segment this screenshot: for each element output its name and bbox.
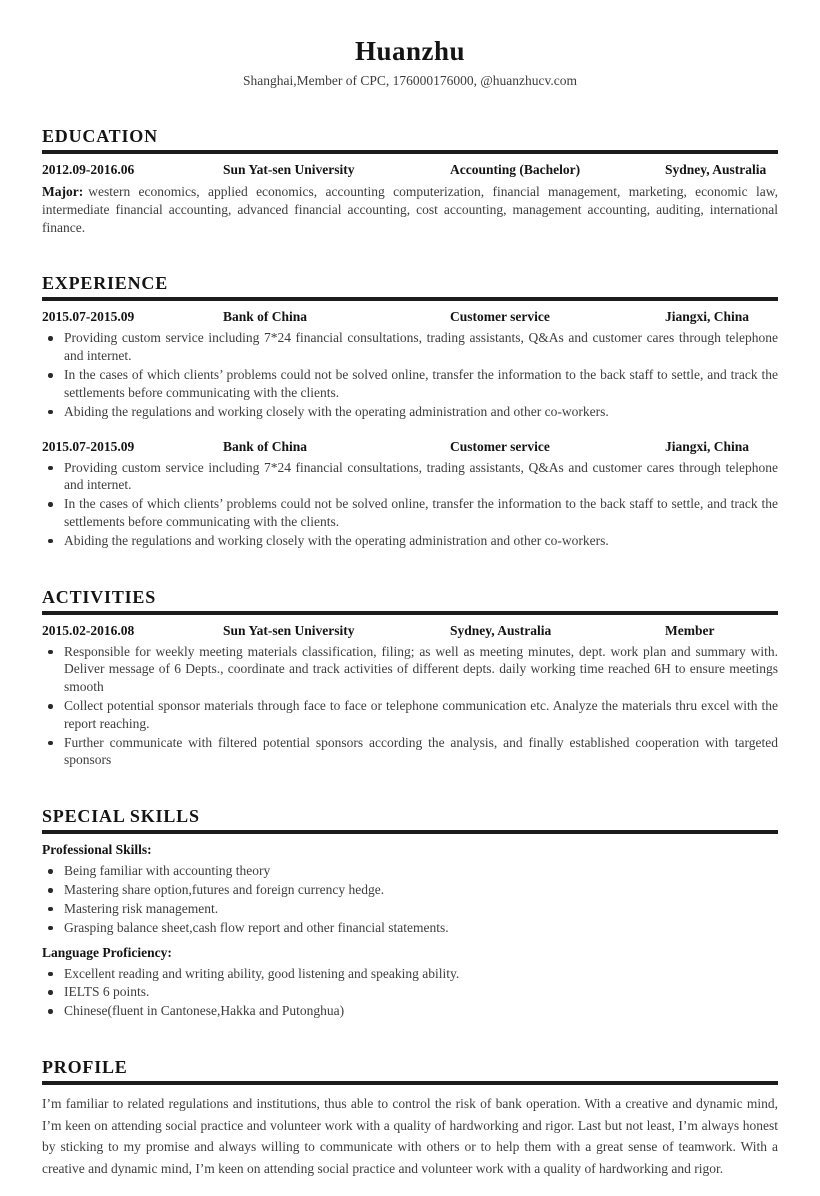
bullet-text: Providing custom service including 7*24 financial consultations, trading assistants, Q&As and customer cares through telephone and internet.	[64, 459, 778, 493]
bullet-icon	[48, 888, 53, 893]
activities-role: Member	[665, 622, 715, 638]
experience-entry-row	[42, 309, 778, 325]
bullet-icon	[48, 650, 53, 655]
bullet-text: Mastering share option,futures and foreign currency hedge.	[64, 882, 385, 898]
skills-group-label: Language Proficiency:	[42, 944, 172, 960]
experience-company: Bank of China	[223, 438, 308, 454]
section-title-activities: ACTIVITIES	[42, 586, 157, 607]
bullet-icon	[48, 336, 53, 341]
activities-org: Sun Yat-sen University	[223, 622, 355, 638]
skills-group-label: Professional Skills:	[42, 842, 152, 858]
section-experience	[42, 273, 778, 549]
bullet-icon	[48, 539, 53, 544]
experience-location: Jiangxi, China	[665, 309, 750, 325]
section-rule	[42, 611, 778, 615]
skills-bullet-list	[42, 862, 778, 936]
bullet-item	[42, 532, 778, 550]
bullet-text: Responsible for weekly meeting materials classification, filing; as well as meeting minutes, dept. work plan and summary with. Deliver message of 6 Depts., coordinate and track activities of different depts. daily working time reached 6H to ensure meetings smooth	[64, 643, 778, 695]
section-title-skills: SPECIAL SKILLS	[42, 806, 200, 827]
bullet-text: Further communicate with filtered potential sponsors according the analysis, and finally established cooperation with targeted sponsors	[64, 734, 778, 768]
bullet-item	[42, 403, 778, 421]
bullet-text: Collect potential sponsor materials through face to face or telephone communication etc. Analyze the materials thru excel with the report reaching.	[64, 698, 778, 731]
major-text: western economics, applied economics, accounting computerization, financial management, marketing, economic law, intermediate financial accounting, advanced financial accounting, cost accounting, management accounting, auditing, international finance.	[42, 184, 778, 235]
skills-bullet-list	[42, 965, 778, 1020]
bullet-item	[42, 697, 778, 733]
bullet-icon	[48, 907, 53, 912]
bullet-icon	[48, 410, 53, 415]
bullet-icon	[48, 869, 53, 874]
experience-role: Customer service	[450, 309, 550, 325]
bullet-icon	[48, 741, 53, 746]
activities-entry-row	[42, 623, 778, 639]
section-education	[42, 126, 778, 236]
major-label: Major:	[42, 184, 84, 199]
bullet-item	[42, 919, 778, 937]
bullet-text: Chinese(fluent in Cantonese,Hakka and Putonghua)	[64, 1003, 345, 1019]
experience-bullet-list	[42, 459, 778, 550]
education-date: 2012.09-2016.06	[42, 162, 135, 177]
section-title-education: EDUCATION	[42, 126, 158, 146]
profile-text: I’m familiar to related regulations and institutions, thus able to control the risk of bank operation. With a creative and dynamic mind, I’m keen on attending social practice and volunteer work with a quality of hardworking and rigor. Last but not least, I’m always honest by sticking to my promise and always willing to communicate with others or to help them with a great sense of teamwork. With a creative and dynamic mind, I’m keen on attending social practice and volunteer work with a quality of hardworking and rigor.	[42, 1095, 778, 1176]
section-activities	[42, 587, 778, 770]
bullet-text: Abiding the regulations and working closely with the operating administration and other co-workers.	[64, 532, 609, 548]
section-skills	[42, 806, 778, 1020]
bullet-icon	[48, 502, 53, 507]
bullet-text: In the cases of which clients’ problems could not be solved online, transfer the information to the back staff to settle, and track the settlements before communicating with the clients.	[64, 367, 778, 400]
section-title-experience: EXPERIENCE	[42, 273, 169, 294]
bullet-icon	[48, 926, 53, 931]
bullet-icon	[48, 972, 53, 977]
education-degree: Accounting (Bachelor)	[450, 162, 581, 177]
bullet-item	[42, 965, 778, 983]
bullet-icon	[48, 466, 53, 471]
education-major	[42, 183, 778, 236]
activities-date: 2015.02-2016.08	[42, 622, 135, 638]
experience-entry	[42, 439, 778, 550]
bullet-text: Being familiar with accounting theory	[64, 863, 271, 879]
section-rule	[42, 297, 778, 301]
experience-date: 2015.07-2015.09	[42, 309, 135, 325]
bullet-item	[42, 900, 778, 918]
experience-entry-row	[42, 439, 778, 455]
experience-company: Bank of China	[223, 309, 308, 325]
person-name: Huanzhu	[354, 36, 466, 66]
section-rule	[42, 150, 778, 154]
experience-location: Jiangxi, China	[665, 438, 750, 454]
contact-line: Shanghai,Member of CPC, 176000176000, @huanzhucv.com	[242, 73, 577, 88]
bullet-icon	[48, 990, 53, 995]
activities-location: Sydney, Australia	[450, 622, 552, 638]
bullet-text: Providing custom service including 7*24 financial consultations, trading assistants, Q&As and customer cares through telephone and internet.	[64, 330, 778, 364]
experience-entry	[42, 309, 778, 420]
bullet-item	[42, 329, 778, 365]
bullet-text: IELTS 6 points.	[64, 984, 150, 1000]
education-location: Sydney, Australia	[665, 162, 767, 177]
bullet-item	[42, 459, 778, 495]
bullet-text: Grasping balance sheet,cash flow report and other financial statements.	[64, 919, 449, 935]
bullet-item	[42, 862, 778, 880]
section-title-profile: PROFILE	[42, 1056, 128, 1077]
activities-bullet-list	[42, 643, 778, 770]
bullet-item	[42, 1002, 778, 1020]
bullet-text: Excellent reading and writing ability, good listening and speaking ability.	[64, 965, 460, 981]
education-entry-row	[42, 162, 778, 178]
bullet-item	[42, 983, 778, 1001]
section-rule	[42, 830, 778, 834]
resume-page	[0, 36, 820, 1179]
bullet-item	[42, 881, 778, 899]
section-rule	[42, 1081, 778, 1085]
experience-bullet-list	[42, 329, 778, 420]
bullet-item	[42, 366, 778, 402]
bullet-item	[42, 734, 778, 770]
bullet-icon	[48, 704, 53, 709]
bullet-text: Abiding the regulations and working closely with the operating administration and other co-workers.	[64, 403, 609, 419]
bullet-item	[42, 495, 778, 531]
section-profile	[42, 1057, 778, 1179]
experience-date: 2015.07-2015.09	[42, 438, 135, 454]
bullet-text: Mastering risk management.	[64, 900, 219, 916]
education-school: Sun Yat-sen University	[223, 162, 355, 177]
bullet-item	[42, 643, 778, 696]
bullet-icon	[48, 1009, 53, 1014]
bullet-icon	[48, 373, 53, 378]
experience-role: Customer service	[450, 438, 550, 454]
bullet-text: In the cases of which clients’ problems could not be solved online, transfer the information to the back staff to settle, and track the settlements before communicating with the clients.	[64, 496, 778, 529]
